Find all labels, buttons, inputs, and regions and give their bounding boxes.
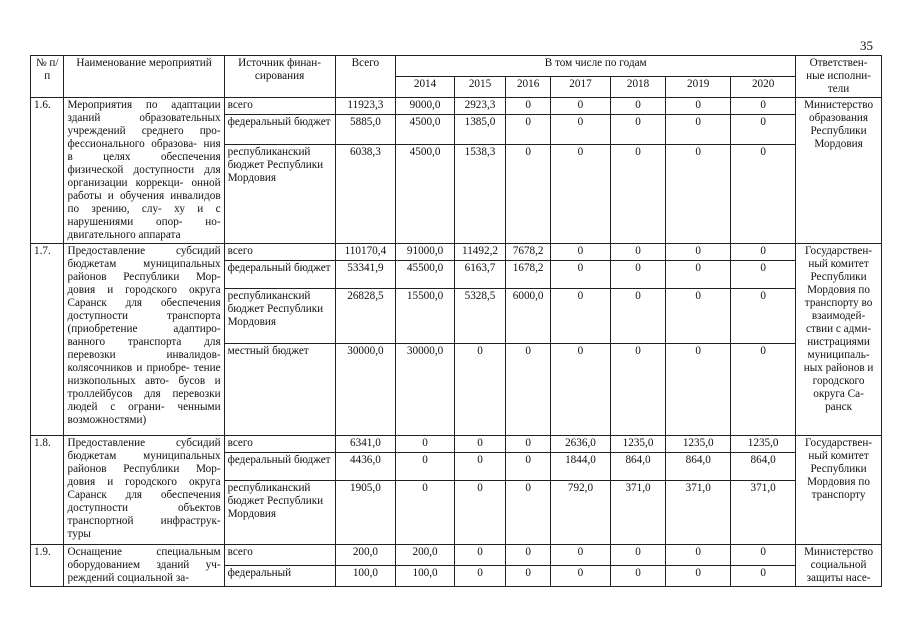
year-value: 0 bbox=[731, 244, 796, 261]
header-num: № п/п bbox=[31, 56, 64, 98]
table-row bbox=[31, 436, 882, 453]
total-value: 53341,9 bbox=[335, 261, 396, 289]
year-value: 0 bbox=[666, 566, 731, 587]
year-value: 0 bbox=[551, 114, 611, 144]
table-row bbox=[31, 98, 882, 115]
year-value: 0 bbox=[396, 453, 455, 481]
header-year: 2018 bbox=[610, 77, 665, 98]
year-value: 100,0 bbox=[396, 566, 455, 587]
year-value: 30000,0 bbox=[396, 344, 455, 436]
year-value: 0 bbox=[506, 144, 551, 243]
year-value: 0 bbox=[666, 261, 731, 289]
year-value: 0 bbox=[731, 545, 796, 566]
row-number: 1.6. bbox=[31, 98, 64, 244]
year-value: 0 bbox=[610, 344, 665, 436]
funding-source: всего bbox=[224, 545, 335, 566]
header-source: Источник финан- сирования bbox=[224, 56, 335, 98]
total-value: 5885,0 bbox=[335, 114, 396, 144]
year-value: 1844,0 bbox=[551, 453, 611, 481]
year-value: 1235,0 bbox=[731, 436, 796, 453]
header-responsible: Ответствен- ные исполни- тели bbox=[796, 56, 882, 98]
year-value: 15500,0 bbox=[396, 289, 455, 344]
total-value: 26828,5 bbox=[335, 289, 396, 344]
year-value: 0 bbox=[454, 481, 505, 545]
responsible-executor: Государствен- ный комитет Республики Мордовия по транспорту во взаимодей- ствии с адми- нистрациями муниципаль- ных районов и городского округа Са- ранск bbox=[796, 244, 882, 436]
year-value: 0 bbox=[551, 261, 611, 289]
year-value: 0 bbox=[666, 289, 731, 344]
year-value: 0 bbox=[610, 566, 665, 587]
total-value: 100,0 bbox=[335, 566, 396, 587]
year-value: 371,0 bbox=[610, 481, 665, 545]
year-value: 1235,0 bbox=[666, 436, 731, 453]
year-value: 0 bbox=[731, 344, 796, 436]
year-value: 0 bbox=[731, 566, 796, 587]
year-value: 0 bbox=[610, 144, 665, 243]
year-value: 0 bbox=[666, 144, 731, 243]
year-value: 2636,0 bbox=[551, 436, 611, 453]
budget-table bbox=[30, 55, 882, 587]
year-value: 2923,3 bbox=[454, 98, 505, 115]
row-number: 1.9. bbox=[31, 545, 64, 587]
measure-name: Мероприятия по адаптации зданий образовательных учреждений среднего про- фессионального образова- ния в целях обеспечения физической доступности для организации коррекци- онной работы и обучения инвалидов по зрению, слу- ху и с нарушениями опор- но-двигательного аппарата bbox=[64, 98, 224, 244]
funding-source: местный бюджет bbox=[224, 344, 335, 436]
year-value: 0 bbox=[666, 98, 731, 115]
year-value: 0 bbox=[506, 344, 551, 436]
year-value: 0 bbox=[454, 453, 505, 481]
funding-source: федеральный бюджет bbox=[224, 114, 335, 144]
header-year: 2019 bbox=[666, 77, 731, 98]
year-value: 0 bbox=[666, 244, 731, 261]
year-value: 0 bbox=[506, 545, 551, 566]
header-year: 2014 bbox=[396, 77, 455, 98]
total-value: 110170,4 bbox=[335, 244, 396, 261]
year-value: 0 bbox=[396, 436, 455, 453]
year-value: 0 bbox=[731, 144, 796, 243]
year-value: 0 bbox=[506, 566, 551, 587]
year-value: 0 bbox=[551, 98, 611, 115]
row-number: 1.8. bbox=[31, 436, 64, 545]
year-value: 0 bbox=[610, 244, 665, 261]
year-value: 0 bbox=[454, 344, 505, 436]
funding-source: республиканский бюджет Республики Мордовия bbox=[224, 481, 335, 545]
year-value: 0 bbox=[454, 566, 505, 587]
responsible-executor: Министерство образования Республики Мордовия bbox=[796, 98, 882, 244]
header-year: 2016 bbox=[506, 77, 551, 98]
funding-source: федеральный бюджет bbox=[224, 261, 335, 289]
year-value: 0 bbox=[610, 98, 665, 115]
year-value: 864,0 bbox=[610, 453, 665, 481]
year-value: 0 bbox=[551, 144, 611, 243]
funding-source: всего bbox=[224, 244, 335, 261]
funding-source: федеральный bbox=[224, 566, 335, 587]
year-value: 4500,0 bbox=[396, 114, 455, 144]
year-value: 1678,2 bbox=[506, 261, 551, 289]
year-value: 0 bbox=[666, 114, 731, 144]
header-year: 2015 bbox=[454, 77, 505, 98]
funding-source: республиканский бюджет Республики Мордовия bbox=[224, 144, 335, 243]
funding-source: всего bbox=[224, 98, 335, 115]
year-value: 371,0 bbox=[731, 481, 796, 545]
year-value: 0 bbox=[731, 98, 796, 115]
year-value: 7678,2 bbox=[506, 244, 551, 261]
measure-name: Предоставление субсидий бюджетам муниципальных районов Республики Мор- довия и городского округа Саранск для обеспечения доступности объектов транспортной инфраструк- туры bbox=[64, 436, 224, 545]
year-value: 4500,0 bbox=[396, 144, 455, 243]
year-value: 0 bbox=[551, 244, 611, 261]
responsible-executor: Государствен- ный комитет Республики Мордовия по транспорту bbox=[796, 436, 882, 545]
year-value: 0 bbox=[506, 436, 551, 453]
header-name: Наименование мероприятий bbox=[64, 56, 224, 98]
year-value: 371,0 bbox=[666, 481, 731, 545]
year-value: 0 bbox=[610, 289, 665, 344]
year-value: 1538,3 bbox=[454, 144, 505, 243]
year-value: 0 bbox=[506, 481, 551, 545]
total-value: 6038,3 bbox=[335, 144, 396, 243]
year-value: 0 bbox=[506, 114, 551, 144]
year-value: 864,0 bbox=[731, 453, 796, 481]
year-value: 792,0 bbox=[551, 481, 611, 545]
table-row bbox=[31, 244, 882, 261]
funding-source: республиканский бюджет Республики Мордовия bbox=[224, 289, 335, 344]
year-value: 864,0 bbox=[666, 453, 731, 481]
total-value: 30000,0 bbox=[335, 344, 396, 436]
year-value: 0 bbox=[454, 436, 505, 453]
row-number: 1.7. bbox=[31, 244, 64, 436]
total-value: 200,0 bbox=[335, 545, 396, 566]
table-body bbox=[31, 98, 882, 587]
year-value: 6000,0 bbox=[506, 289, 551, 344]
year-value: 0 bbox=[731, 114, 796, 144]
year-value: 0 bbox=[610, 545, 665, 566]
year-value: 1235,0 bbox=[610, 436, 665, 453]
header-year: 2017 bbox=[551, 77, 611, 98]
responsible-executor: Министерство социальной защиты насе- bbox=[796, 545, 882, 587]
year-value: 91000,0 bbox=[396, 244, 455, 261]
year-value: 1385,0 bbox=[454, 114, 505, 144]
table-row bbox=[31, 545, 882, 566]
year-value: 0 bbox=[666, 344, 731, 436]
year-value: 200,0 bbox=[396, 545, 455, 566]
header-total: Всего bbox=[335, 56, 396, 98]
year-value: 0 bbox=[551, 344, 611, 436]
funding-source: федеральный бюджет bbox=[224, 453, 335, 481]
year-value: 0 bbox=[610, 261, 665, 289]
total-value: 1905,0 bbox=[335, 481, 396, 545]
year-value: 0 bbox=[396, 481, 455, 545]
year-value: 6163,7 bbox=[454, 261, 505, 289]
header-year: 2020 bbox=[731, 77, 796, 98]
year-value: 0 bbox=[551, 545, 611, 566]
year-value: 0 bbox=[610, 114, 665, 144]
year-value: 0 bbox=[506, 453, 551, 481]
total-value: 11923,3 bbox=[335, 98, 396, 115]
year-value: 0 bbox=[506, 98, 551, 115]
total-value: 4436,0 bbox=[335, 453, 396, 481]
year-value: 0 bbox=[551, 566, 611, 587]
year-value: 0 bbox=[731, 289, 796, 344]
table-header bbox=[31, 56, 882, 98]
header-by-years: В том числе по годам bbox=[396, 56, 796, 77]
year-value: 5328,5 bbox=[454, 289, 505, 344]
year-value: 0 bbox=[454, 545, 505, 566]
year-value: 11492,2 bbox=[454, 244, 505, 261]
year-value: 45500,0 bbox=[396, 261, 455, 289]
measure-name: Предоставление субсидий бюджетам муниципальных районов Республики Мор- довия и городского округа Саранск для обеспечения доступности транспорта (приобретение адаптиро- ванного транспорта для перевозки инвалидов- колясочников и приобре- тение низкопольных авто- бусов и троллейбусов для перевозки людей с ограни- ченными возможностями) bbox=[64, 244, 224, 436]
year-value: 9000,0 bbox=[396, 98, 455, 115]
year-value: 0 bbox=[666, 545, 731, 566]
total-value: 6341,0 bbox=[335, 436, 396, 453]
funding-source: всего bbox=[224, 436, 335, 453]
year-value: 0 bbox=[551, 289, 611, 344]
page-number: 35 bbox=[860, 38, 873, 53]
measure-name: Оснащение специальным оборудованием зданий уч- реждений социальной за- bbox=[64, 545, 224, 587]
year-value: 0 bbox=[731, 261, 796, 289]
